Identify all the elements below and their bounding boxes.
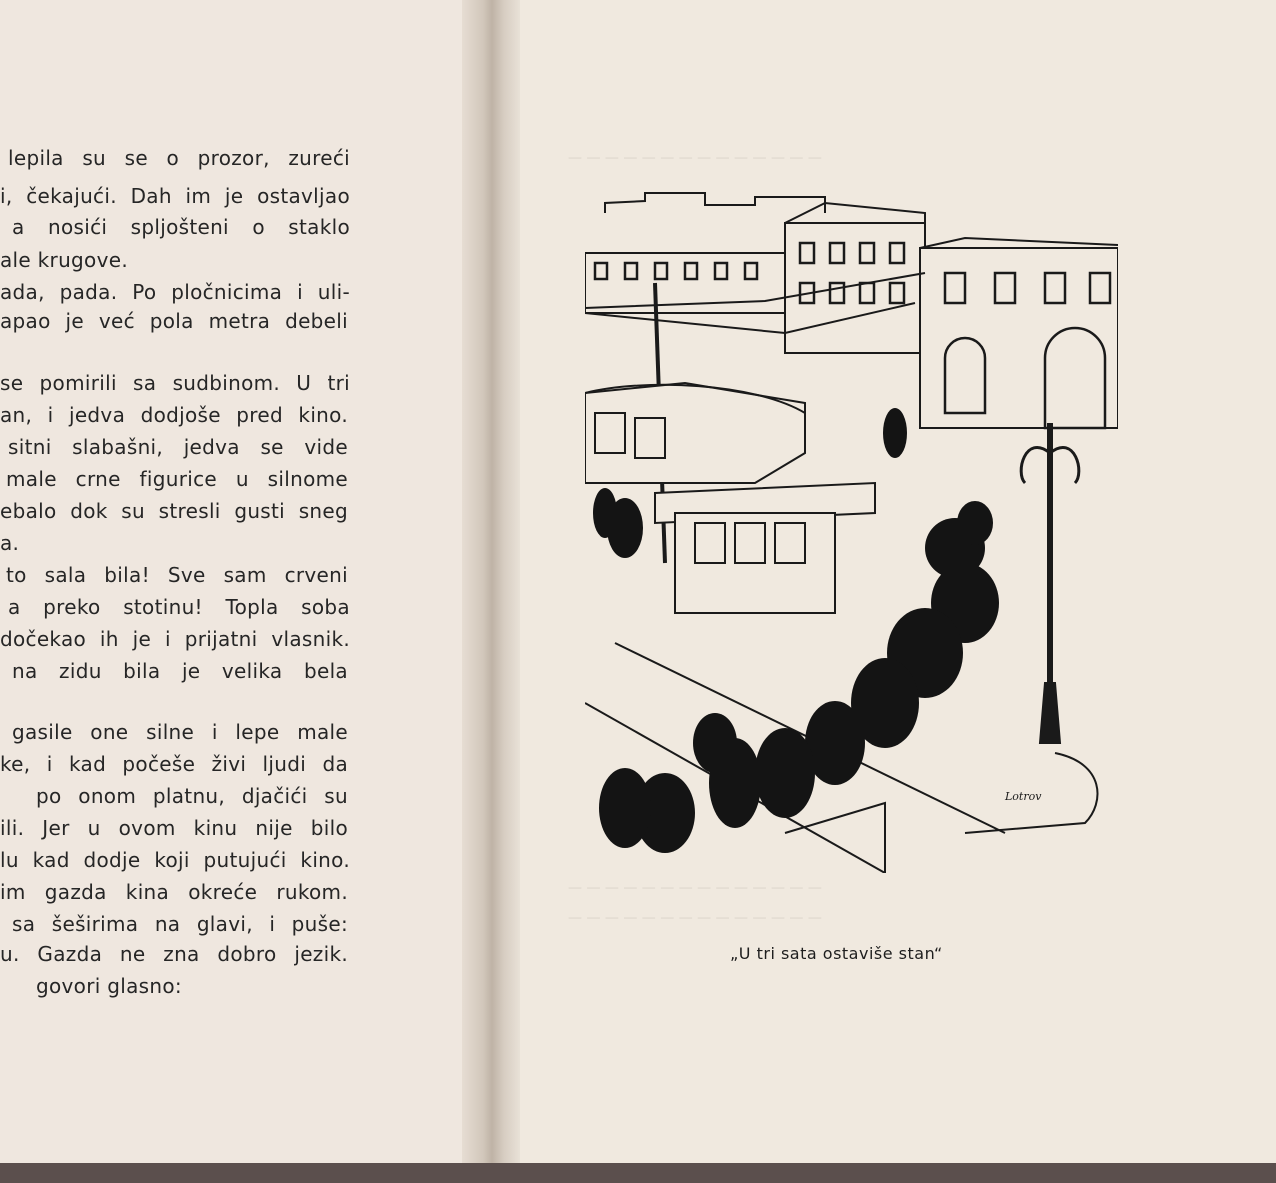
- text-line: to sala bila! Sve sam crveni: [6, 563, 348, 587]
- text-line: a preko stotinu! Topla soba: [8, 595, 350, 619]
- text-line: apao je već pola metra debeli: [0, 309, 348, 333]
- text-line: na zidu bila je velika bela: [12, 659, 348, 683]
- text-line: dočekao ih je i prijatni vlasnik.: [0, 627, 350, 651]
- bleed-through-text: — — — — — — — — — — — — — —: [568, 880, 822, 896]
- text-line: an, i jedva dodjoše pred kino.: [0, 403, 348, 427]
- text-line: lu kad dodje koji putujući kino.: [0, 848, 350, 872]
- book-bottom-edge: [0, 1163, 1276, 1183]
- text-line: sitni slabašni, jedva se vide: [8, 435, 348, 459]
- text-line: u. Gazda ne zna dobro jezik.: [0, 942, 348, 966]
- text-line: im gazda kina okreće rukom.: [0, 880, 348, 904]
- winter-street-tram-illustration: [585, 183, 1118, 873]
- illustration-caption: „U tri sata ostaviše stan“: [730, 944, 943, 963]
- left-page: [0, 0, 464, 1165]
- text-line: ale krugove.: [0, 248, 128, 272]
- text-line: govori glasno:: [36, 974, 182, 998]
- text-line: po onom platnu, djačići su: [36, 784, 348, 808]
- svg-text:Lotrov: Lotrov: [1005, 790, 1042, 803]
- text-line: ebalo dok su stresli gusti sneg: [0, 499, 348, 523]
- text-line: ke, i kad počeše živi ljudi da: [0, 752, 348, 776]
- text-line: lepila su se o prozor, zureći: [8, 146, 350, 170]
- text-line: a nosići spljošteni o staklo: [12, 215, 350, 239]
- text-line: sa šeširima na glavi, i puše:: [12, 912, 348, 936]
- text-line: ada, pada. Po pločnicima i uli-: [0, 280, 350, 304]
- bleed-through-text: — — — — — — — — — — — — — —: [568, 910, 822, 926]
- bleed-through-text: — — — — — — — — — — — — — —: [568, 150, 822, 166]
- text-line: ili. Jer u ovom kinu nije bilo: [0, 816, 348, 840]
- text-line: se pomirili sa sudbinom. U tri: [0, 371, 350, 395]
- text-line: male crne figurice u silnome: [6, 467, 348, 491]
- book-gutter: [462, 0, 522, 1165]
- text-line: i, čekajući. Dah im je ostavljao: [0, 184, 350, 208]
- text-line: a.: [0, 531, 20, 555]
- text-line: gasile one silne i lepe male: [12, 720, 348, 744]
